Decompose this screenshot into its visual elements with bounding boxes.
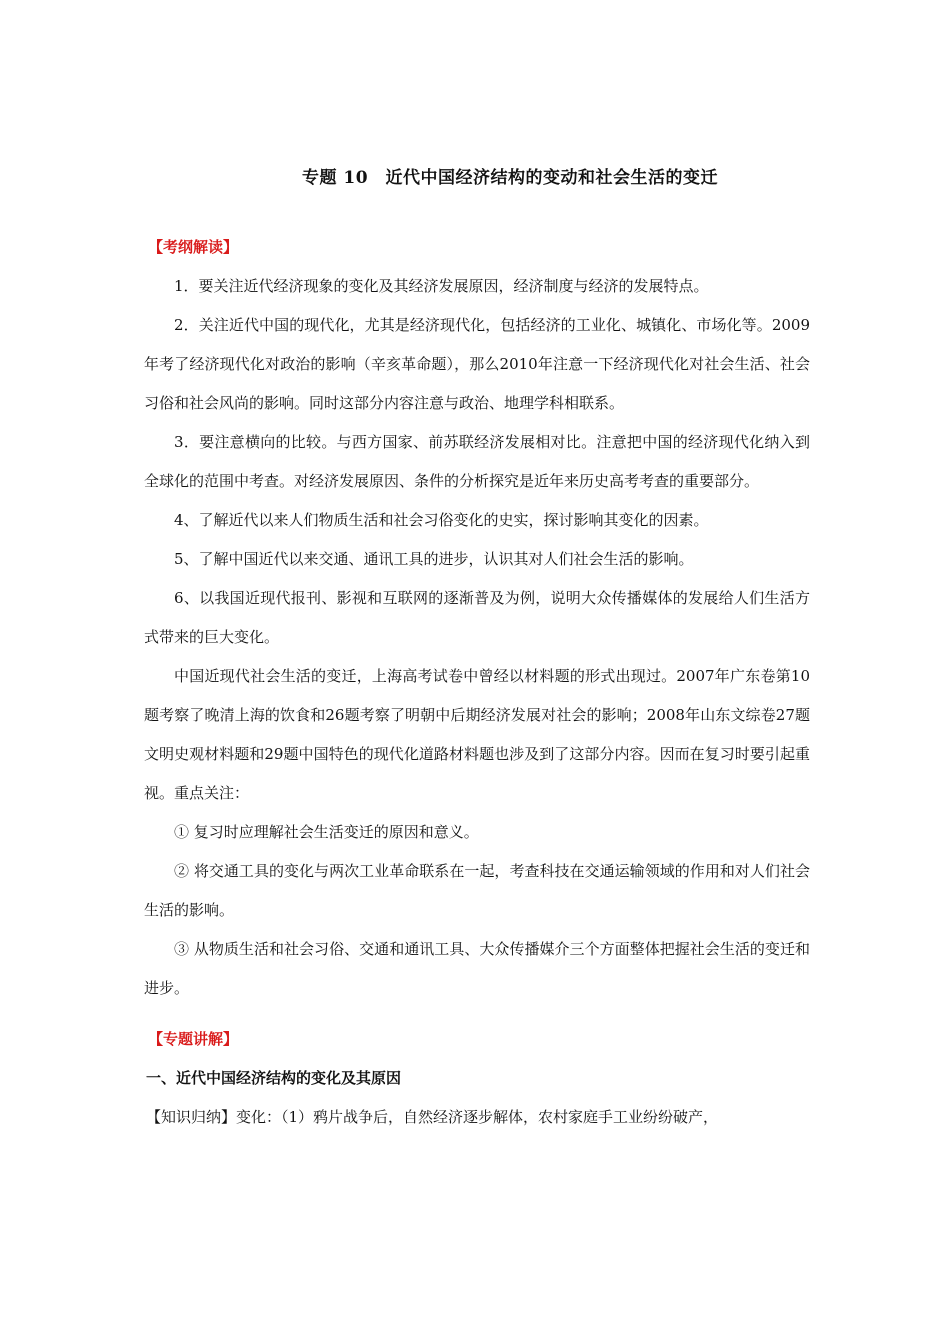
paragraph: 6、以我国近现代报刊、影视和互联网的逐渐普及为例，说明大众传播媒体的发展给人们生活方式带来的巨大变化。 bbox=[144, 589, 810, 646]
paragraph: 5、了解中国近代以来交通、通讯工具的进步，认识其对人们社会生活的影响。 bbox=[174, 550, 694, 568]
paragraph: 4、了解近代以来人们物质生活和社会习俗变化的史实，探讨影响其变化的因素。 bbox=[174, 511, 709, 529]
paragraph-knowledge-summary: 【知识归纳】变化：（1）鸦片战争后，自然经济逐步解体，农村家庭手工业纷纷破产， bbox=[146, 1108, 719, 1126]
paragraph: 3．要注意横向的比较。与西方国家、前苏联经济发展相对比。注意把中国的经济现代化纳入到全球化的范围中考查。对经济发展原因、条件的分析探究是近年来历史高考考查的重要部分。 bbox=[144, 433, 810, 490]
paragraph: ① 复习时应理解社会生活变迁的原因和意义。 bbox=[174, 823, 479, 841]
document-title: 专题 10 近代中国经济结构的变动和社会生活的变迁 bbox=[301, 168, 719, 188]
paragraph: ③ 从物质生活和社会习俗、交通和通讯工具、大众传播媒介三个方面整体把握社会生活的变迁和进步。 bbox=[144, 940, 810, 997]
section-heading-syllabus: 【考纲解读】 bbox=[148, 238, 239, 256]
paragraph: 中国近现代社会生活的变迁，上海高考试卷中曾经以材料题的形式出现过。2007年广东卷第10题考察了晚清上海的饮食和26题考察了明朝中后期经济发展对社会的影响；2008年山东文综卷27题文明史观材料题和29题中国特色的现代化道路材料题也涉及到了这部分内容。因而在复习时要引起重视。重点关注： bbox=[144, 667, 810, 802]
section-heading-lecture: 【专题讲解】 bbox=[148, 1030, 239, 1048]
document-body bbox=[144, 228, 810, 1137]
paragraph: 2．关注近代中国的现代化，尤其是经济现代化，包括经济的工业化、城镇化、市场化等。2009年考了经济现代化对政治的影响（辛亥革命题），那么2010年注意一下经济现代化对社会生活、社会习俗和社会风尚的影响。同时这部分内容注意与政治、地理学科相联系。 bbox=[144, 316, 810, 412]
paragraph: 1．要关注近代经济现象的变化及其经济发展原因，经济制度与经济的发展特点。 bbox=[174, 277, 709, 295]
subsection-heading: 一、近代中国经济结构的变化及其原因 bbox=[146, 1069, 402, 1087]
paragraph: ② 将交通工具的变化与两次工业革命联系在一起，考查科技在交通运输领域的作用和对人们社会生活的影响。 bbox=[144, 862, 810, 919]
